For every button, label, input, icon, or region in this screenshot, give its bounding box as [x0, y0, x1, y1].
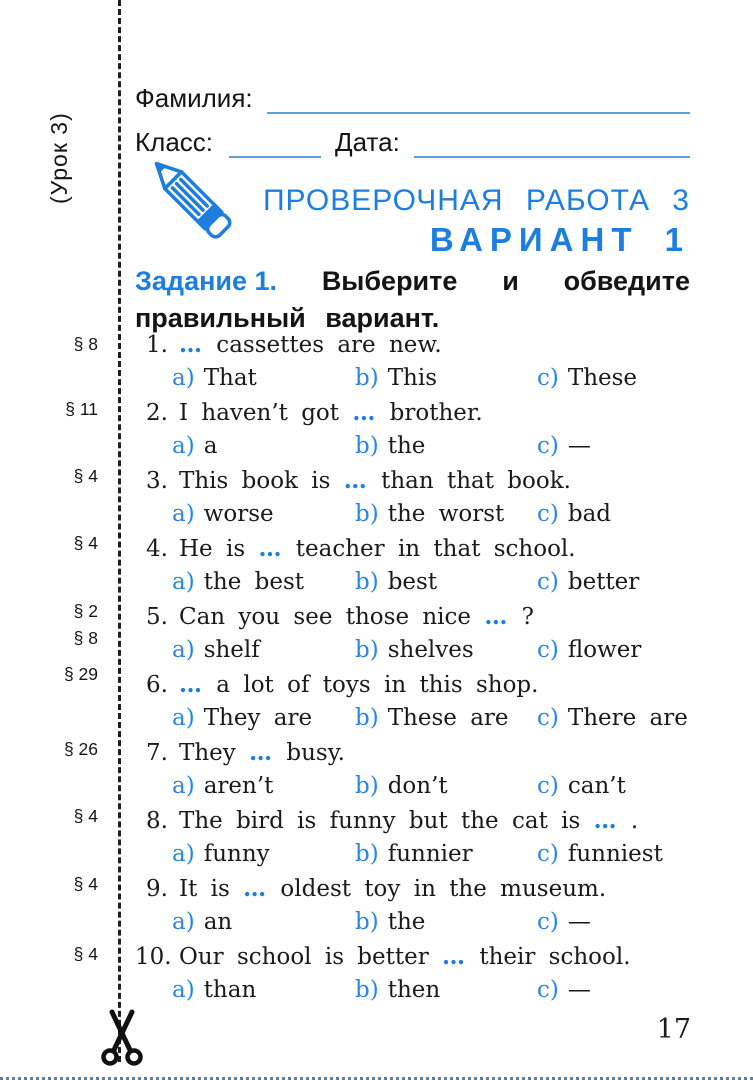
option-b[interactable]: b) the worst	[355, 501, 505, 527]
task-label: Задание 1.	[135, 266, 278, 296]
option-b[interactable]: b) shelves	[355, 637, 474, 663]
page-number: 17	[656, 1014, 691, 1045]
question-number: 10.	[135, 944, 172, 970]
question-text	[135, 399, 690, 433]
question-list	[135, 331, 690, 1011]
question-text	[135, 671, 690, 705]
question-1	[135, 331, 690, 399]
option-c[interactable]: c) flower	[537, 637, 642, 663]
surname-label: Фамилия:	[135, 83, 253, 113]
option-c[interactable]: c) —	[537, 977, 591, 1003]
options-row	[135, 841, 690, 875]
cut-line-vertical	[118, 0, 121, 1062]
question-sentence: I haven’t got … brother.	[179, 399, 483, 426]
option-a[interactable]: a) than	[172, 977, 257, 1003]
section-ref: § 8	[73, 628, 98, 648]
options-row	[135, 909, 690, 943]
question-sentence: It is … oldest toy in the museum.	[179, 875, 607, 902]
option-a[interactable]: a) That	[172, 365, 257, 391]
options-row	[135, 365, 690, 399]
question-text	[135, 467, 690, 501]
question-sentence: They … busy.	[179, 739, 345, 766]
blank-ellipsis: …	[593, 807, 618, 834]
question-4	[135, 535, 690, 603]
lesson-label: (Урок 3)	[46, 112, 72, 204]
option-a[interactable]: a) shelf	[172, 637, 260, 663]
question-6	[135, 671, 690, 739]
section-ref: § 4	[73, 466, 98, 486]
question-sentence: The bird is funny but the cat is … .	[179, 807, 639, 834]
surname-row	[135, 78, 690, 114]
question-10	[135, 943, 690, 1011]
question-7	[135, 739, 690, 807]
blank-ellipsis: …	[352, 399, 377, 426]
question-text	[135, 603, 690, 637]
question-text	[135, 739, 690, 773]
option-b[interactable]: b) the	[355, 433, 426, 459]
date-input-line[interactable]	[414, 128, 690, 158]
options-row	[135, 637, 690, 671]
option-b[interactable]: b) don’t	[355, 773, 448, 799]
surname-input-line[interactable]	[267, 84, 690, 114]
section-ref: § 29	[63, 664, 98, 684]
question-sentence: … cassettes are new.	[179, 331, 442, 358]
task-instruction-word: и	[502, 266, 519, 296]
question-text	[135, 875, 690, 909]
option-c[interactable]: c) can’t	[537, 773, 626, 799]
option-c[interactable]: c) bad	[537, 501, 612, 527]
test-title: ПРОВЕРОЧНАЯ РАБОТА 3	[262, 184, 690, 217]
question-2	[135, 399, 690, 467]
option-c[interactable]: c) better	[537, 569, 640, 595]
option-b[interactable]: b) the	[355, 909, 426, 935]
task-instruction-word: обведите	[563, 266, 690, 296]
question-9	[135, 875, 690, 943]
option-b[interactable]: b) then	[355, 977, 441, 1003]
question-number: 4.	[146, 536, 168, 562]
option-a[interactable]: a) a	[172, 433, 218, 459]
section-ref: § 2	[73, 601, 98, 621]
question-number: 7.	[146, 740, 168, 766]
option-b[interactable]: b) best	[355, 569, 438, 595]
option-c[interactable]: c) funniest	[537, 841, 663, 867]
blank-ellipsis: …	[484, 603, 509, 630]
options-row	[135, 773, 690, 807]
option-a[interactable]: a) aren’t	[172, 773, 274, 799]
option-a[interactable]: a) the best	[172, 569, 305, 595]
question-sentence: Our school is better … their school.	[179, 943, 631, 970]
question-5	[135, 603, 690, 671]
options-row	[135, 977, 690, 1011]
options-row	[135, 569, 690, 603]
question-sentence: … a lot of toys in this shop.	[179, 671, 539, 698]
question-number: 2.	[146, 400, 168, 426]
section-ref: § 26	[63, 739, 98, 759]
section-ref: § 4	[73, 874, 98, 894]
section-refs	[0, 0, 98, 1080]
question-number: 3.	[146, 468, 168, 494]
task-heading-line2: правильный вариант.	[135, 303, 440, 333]
question-sentence: He is … teacher in that school.	[179, 535, 576, 562]
section-ref: § 4	[73, 806, 98, 826]
section-ref: § 8	[73, 334, 98, 354]
blank-ellipsis: …	[249, 739, 274, 766]
section-ref: § 11	[65, 399, 98, 419]
option-b[interactable]: b) funnier	[355, 841, 473, 867]
main-content	[135, 0, 690, 1080]
question-text	[135, 807, 690, 841]
question-number: 8.	[146, 808, 168, 834]
option-c[interactable]: c) —	[537, 909, 591, 935]
option-c[interactable]: c) —	[537, 433, 591, 459]
option-b[interactable]: b) This	[355, 365, 438, 391]
question-number: 1.	[146, 332, 168, 358]
blank-ellipsis: …	[179, 671, 203, 698]
option-a[interactable]: a) funny	[172, 841, 270, 867]
question-number: 5.	[146, 604, 168, 630]
blank-ellipsis: …	[243, 875, 268, 902]
option-a[interactable]: a) They are	[172, 705, 313, 731]
question-text	[135, 535, 690, 569]
option-c[interactable]: c) There are	[537, 705, 688, 731]
pencil-icon	[135, 150, 253, 262]
options-row	[135, 501, 690, 535]
task-heading-line1	[135, 266, 690, 297]
section-ref: § 4	[73, 944, 98, 964]
class-label: Класс:	[135, 127, 213, 157]
section-ref: § 4	[73, 533, 98, 553]
question-text	[135, 943, 690, 977]
date-label: Дата:	[335, 127, 400, 157]
task-instruction-word: Выберите	[321, 266, 458, 296]
blank-ellipsis: …	[258, 535, 283, 562]
question-3	[135, 467, 690, 535]
blank-ellipsis: …	[179, 331, 203, 358]
option-c[interactable]: c) These	[537, 365, 638, 391]
question-text	[135, 331, 690, 365]
options-row	[135, 705, 690, 739]
option-a[interactable]: a) an	[172, 909, 233, 935]
question-8	[135, 807, 690, 875]
option-a[interactable]: a) worse	[172, 501, 274, 527]
blank-ellipsis: …	[442, 943, 467, 970]
blank-ellipsis: …	[343, 467, 368, 494]
options-row	[135, 433, 690, 467]
question-sentence: This book is … than that book.	[179, 467, 571, 494]
variant-title: ВАРИАНТ 1	[429, 221, 690, 258]
option-b[interactable]: b) These are	[355, 705, 509, 731]
question-sentence: Can you see those nice … ?	[179, 603, 534, 630]
question-number: 9.	[146, 876, 168, 902]
scissors-icon	[99, 1008, 145, 1066]
question-number: 6.	[146, 672, 168, 698]
